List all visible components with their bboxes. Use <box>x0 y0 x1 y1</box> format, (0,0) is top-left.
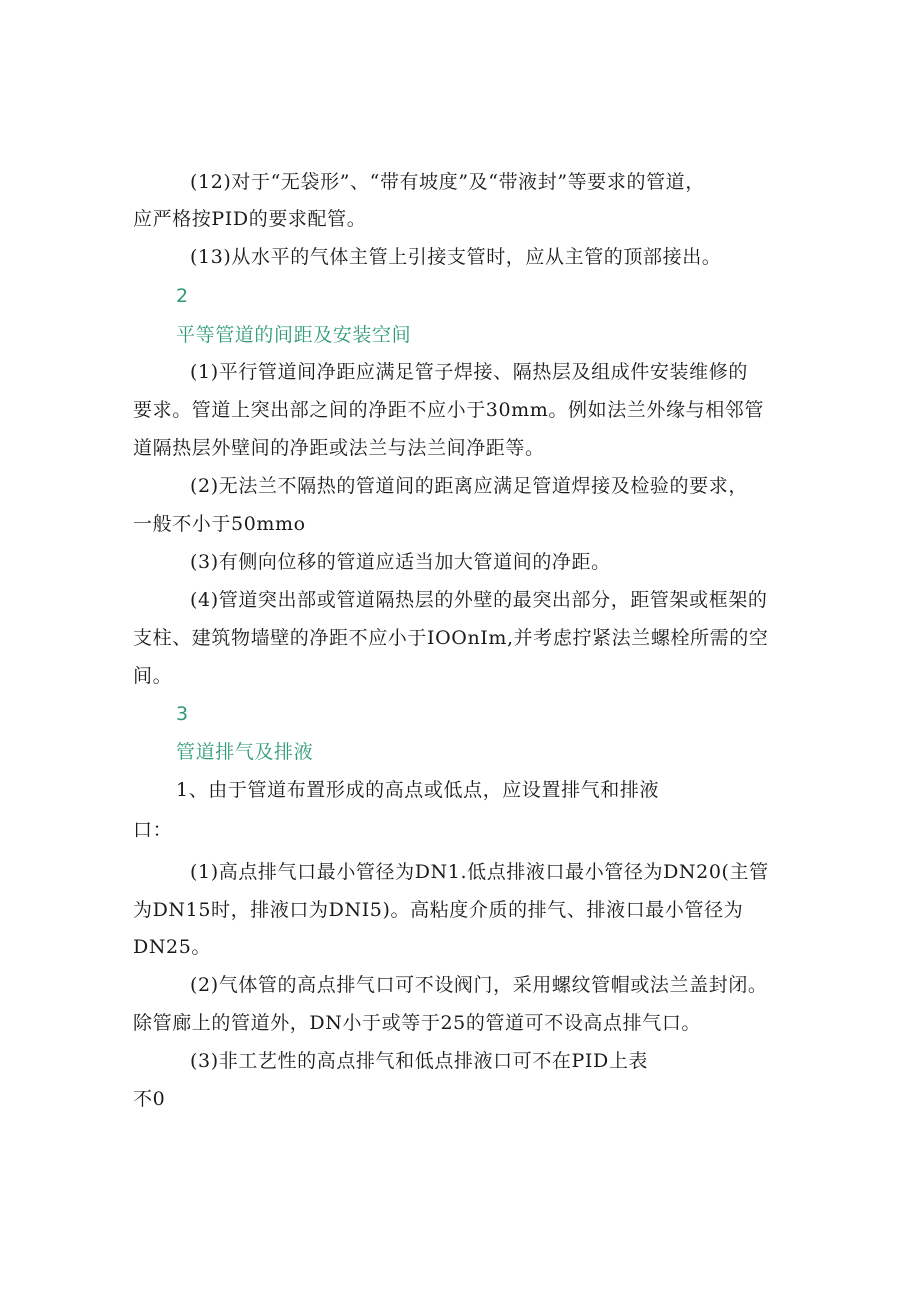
body-line: 要求。管道上突出部之间的净距不应小于30mm。例如法兰外缘与相邻管 <box>133 399 765 421</box>
body-line: 道隔热层外壁间的净距或法兰与法兰间净距等。 <box>133 437 545 459</box>
body-line: 1、由于管道布置形成的高点或低点，应设置排气和排液 <box>176 779 660 801</box>
body-line: DN25。 <box>133 936 212 958</box>
body-line: (3)非工艺性的高点排气和低点排液口可不在PID上表 <box>190 1050 649 1072</box>
section-heading: 平等管道的间距及安装空间 <box>176 324 412 346</box>
body-line: (2)气体管的高点排气口可不设阀门，采用螺纹管帽或法兰盖封闭。 <box>190 974 768 996</box>
body-line: 不0 <box>133 1088 166 1110</box>
body-line: 为DN15时，排液口为DNI5)。高粘度介质的排气、排液口最小管径为 <box>133 899 744 921</box>
body-line: (2)无法兰不隔热的管道间的距离应满足管道焊接及检验的要求， <box>190 475 748 497</box>
body-line: (13)从水平的气体主管上引接支管时，应从主管的顶部接出。 <box>190 246 722 268</box>
body-line: 支柱、建筑物墙壁的净距不应小于IOOnIm,并考虑拧紧法兰螺栓所需的空 <box>133 627 769 649</box>
section-heading: 管道排气及排液 <box>176 741 314 763</box>
body-line: 间。 <box>133 665 173 687</box>
body-line: (12)对于“无袋形”、“带有坡度”及“带液封”等要求的管道， <box>190 171 705 193</box>
body-line: 一般不小于50mmo <box>133 513 306 535</box>
body-line: (4)管道突出部或管道隔热层的外壁的最突出部分，距管架或框架的 <box>190 589 768 611</box>
section-number: 3 <box>176 703 189 725</box>
section-number: 2 <box>176 285 189 307</box>
body-line: (1)平行管道间净距应满足管子焊接、隔热层及组成件安装维修的 <box>190 361 748 383</box>
body-line: (1)高点排气口最小管径为DN1.低点排液口最小管径为DN20(主管 <box>190 861 769 883</box>
body-line: 应严格按PID的要求配管。 <box>133 208 367 230</box>
body-line: 口： <box>133 819 173 841</box>
body-line: 除管廊上的管道外，DN小于或等于25的管道可不设高点排气口。 <box>133 1012 702 1034</box>
body-line: (3)有侧向位移的管道应适当加大管道间的净距。 <box>190 551 611 573</box>
